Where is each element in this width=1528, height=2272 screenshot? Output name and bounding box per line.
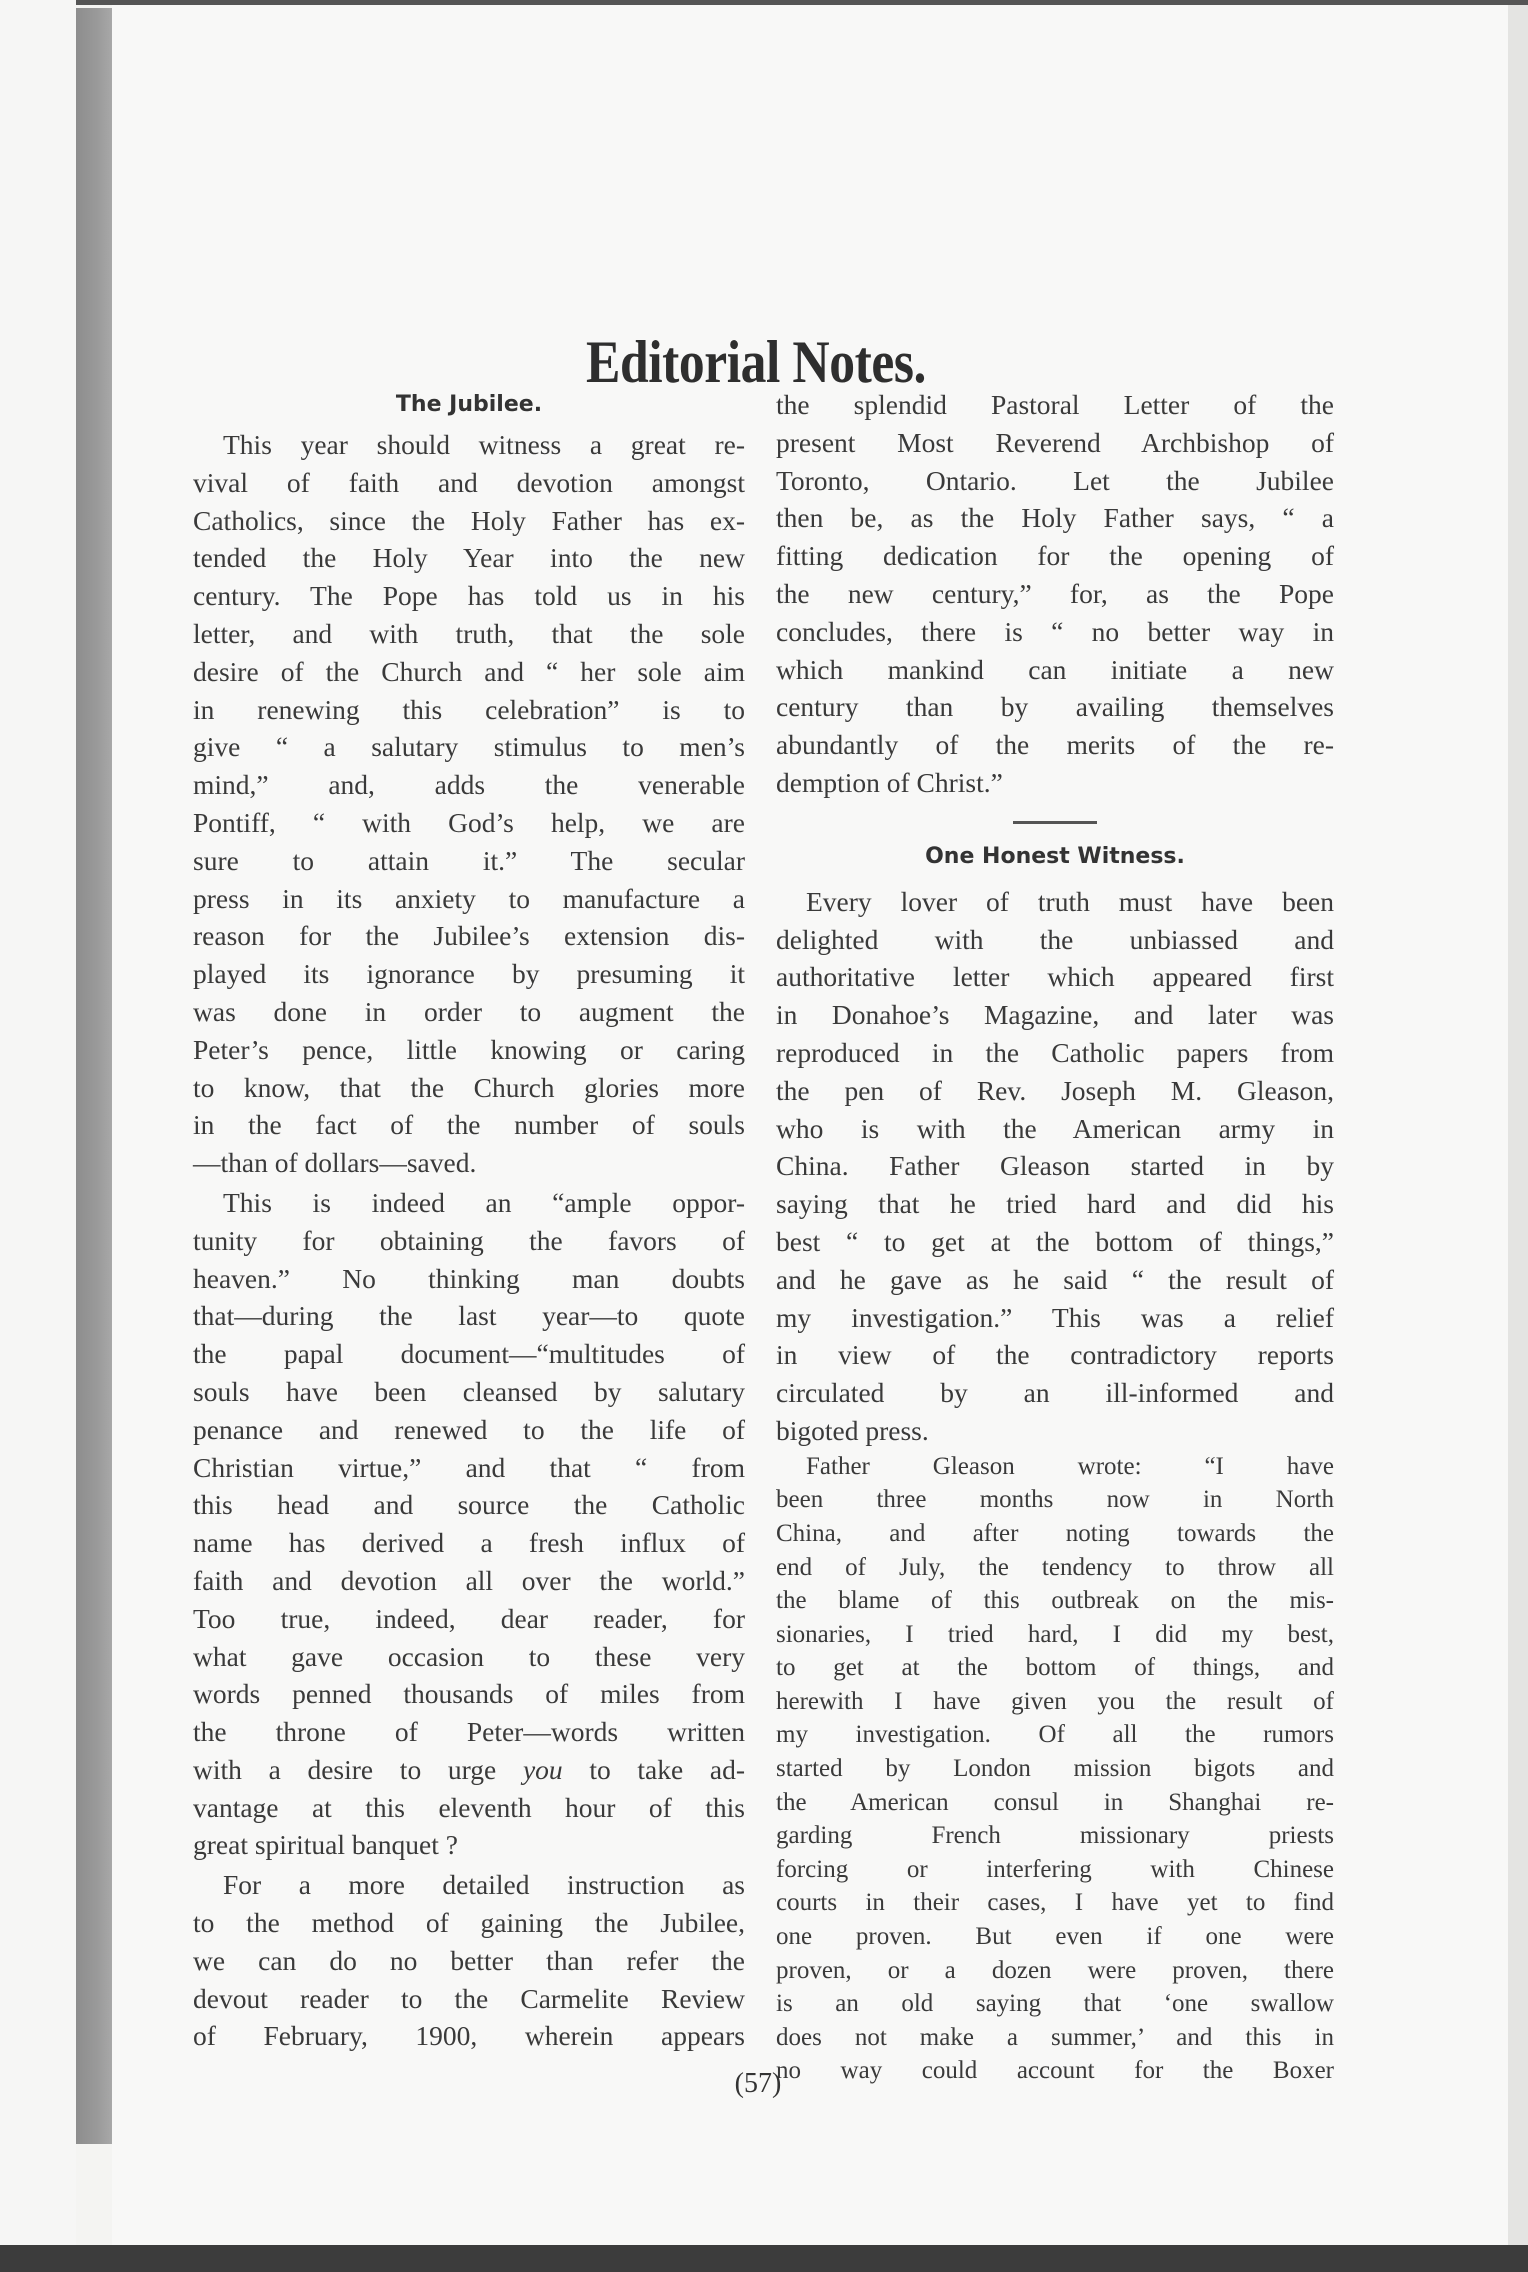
text-line: Pontiff, “ with God’s help, we are (193, 806, 745, 838)
text-line: circulated by an ill-informed and (776, 1377, 1334, 1409)
text-line: then be, as the Holy Father says, “ a (776, 502, 1334, 534)
text-line: was done in order to augment the (193, 995, 745, 1027)
text-line: end of July, the tendency to throw all (776, 1553, 1334, 1581)
text-line: is an old saying that ‘one swallow (776, 1990, 1334, 2018)
text-line: faith and devotion all over the world.” (193, 1564, 745, 1596)
text-line: mind,” and, adds the venerable (193, 769, 745, 801)
paragraph (776, 883, 1334, 1450)
text-line: no way could account for the Boxer (776, 2057, 1334, 2085)
text-line: concludes, there is “ no better way in (776, 615, 1334, 647)
text-line: the splendid Pastoral Letter of the (776, 389, 1334, 420)
text-line: to get at the bottom of things, and (776, 1654, 1334, 1682)
text-line: Peter’s pence, little knowing or caring (193, 1033, 745, 1065)
text-line: best “ to get at the bottom of things,” (776, 1225, 1334, 1257)
text-line: demption of Christ.” (776, 766, 1003, 798)
text-line: give “ a salutary stimulus to men’s (193, 731, 745, 763)
scan-bottom-edge (0, 2245, 1528, 2272)
text-line: forcing or interfering with Chinese (776, 1855, 1334, 1883)
text-line: which mankind can initiate a new (776, 653, 1334, 685)
text-line: name has derived a fresh influx of (193, 1527, 745, 1559)
text-line: tunity for obtaining the favors of (193, 1224, 745, 1256)
text-line: vantage at this eleventh hour of this (193, 1791, 745, 1823)
text-line: the throne of Peter—words written (193, 1716, 745, 1748)
text-line: devout reader to the Carmelite Review (193, 1982, 745, 2014)
text-line: This year should witness a great re- (223, 429, 745, 460)
text-line: one proven. But even if one were (776, 1923, 1334, 1951)
text-line: vival of faith and devotion amongst (193, 466, 745, 498)
scan-top-edge (76, 0, 1528, 5)
text-line: Too true, indeed, dear reader, for (193, 1602, 745, 1634)
text-line: to the method of gaining the Jubilee, (193, 1907, 745, 1939)
italic-emphasis: you (522, 1753, 563, 1785)
text-line: great spiritual banquet ? (193, 1829, 458, 1861)
text-line: souls have been cleansed by salutary (193, 1375, 745, 1407)
text-line: desire of the Church and “ her sole aim (193, 655, 745, 687)
text-line: courts in their cases, I have yet to find (776, 1889, 1334, 1917)
quoted-paragraph (776, 1450, 1334, 2088)
paragraph (193, 1866, 745, 2055)
text-line: proven, or a dozen were proven, there (776, 1956, 1334, 1984)
text-line: century. The Pope has told us in his (193, 580, 745, 612)
text-line: China, and after noting towards the (776, 1519, 1334, 1547)
text-line: the pen of Rev. Joseph M. Gleason, (776, 1074, 1334, 1106)
section-divider (1013, 821, 1097, 824)
text-line: words penned thousands of miles from (193, 1678, 745, 1710)
text-line: of February, 1900, wherein appears (193, 2020, 745, 2052)
right-column (776, 386, 1334, 2088)
text-line: and he gave as he said “ the result of (776, 1263, 1334, 1295)
text-line: penance and renewed to the life of (193, 1413, 745, 1445)
text-line: Father Gleason wrote: “I have (806, 1452, 1334, 1480)
text-line: press in its anxiety to manufacture a (193, 882, 745, 914)
paragraph (776, 386, 1334, 802)
text-line: played its ignorance by presuming it (193, 958, 745, 990)
text-line: Every lover of truth must have been (806, 885, 1334, 917)
page-right-edge (1508, 5, 1528, 2245)
text-line: we can do no better than refer the (193, 1944, 745, 1976)
scan-left-margin (0, 0, 76, 2272)
page-number: (57) (734, 2068, 782, 2099)
text-line: China. Father Gleason started in by (776, 1150, 1334, 1182)
text-line: the blame of this outbreak on the mis- (776, 1587, 1334, 1615)
text-line: the American consul in Shanghai re- (776, 1788, 1334, 1816)
text-line: —than of dollars—saved. (193, 1147, 477, 1179)
text-line: who is with the American army in (776, 1112, 1334, 1144)
text-line: Toronto, Ontario. Let the Jubilee (776, 464, 1334, 496)
text-line: sure to attain it.” The secular (193, 844, 745, 876)
text-line: that—during the last year—to quote (193, 1300, 745, 1332)
text-line: this head and source the Catholic (193, 1489, 745, 1521)
text-line: my investigation.” This was a relief (776, 1301, 1334, 1333)
text-line: abundantly of the merits of the re- (776, 729, 1334, 761)
paragraph (193, 426, 745, 1182)
text-line: delighted with the unbiassed and (776, 923, 1334, 955)
text-line: in the fact of the number of souls (193, 1109, 745, 1141)
text-line: reproduced in the Catholic papers from (776, 1036, 1334, 1068)
text-line: in Donahoe’s Magazine, and later was (776, 999, 1334, 1031)
text-line: garding French missionary priests (776, 1822, 1334, 1850)
text-line: century than by availing themselves (776, 691, 1334, 723)
text-line: tended the Holy Year into the new (193, 542, 745, 574)
text-line: the papal document—“multitudes of (193, 1338, 745, 1370)
text-segment: with a desire to urge (193, 1753, 523, 1785)
text-line: started by London mission bigots and (776, 1755, 1334, 1783)
text-line: letter, and with truth, that the sole (193, 617, 745, 649)
text-line: heaven.” No thinking man doubts (193, 1262, 745, 1294)
text-segment: to take ad- (562, 1753, 746, 1785)
text-line: authoritative letter which appeared first (776, 961, 1334, 993)
text-line: my investigation. Of all the rumors (776, 1721, 1334, 1749)
text-line: in renewing this celebration” is to (193, 693, 745, 725)
section-heading: One Honest Witness. (925, 843, 1185, 869)
book-binding-shadow (76, 8, 112, 2144)
text-line: sionaries, I tried hard, I did my best, (776, 1620, 1334, 1648)
paragraph (193, 1184, 745, 1864)
text-line: to know, that the Church glories more (193, 1071, 745, 1103)
text-line: reason for the Jubilee’s extension dis- (193, 920, 745, 952)
text-line: fitting dedication for the opening of (776, 540, 1334, 572)
text-line: herewith I have given you the result of (776, 1687, 1334, 1715)
text-line: This is indeed an “ample oppor- (223, 1186, 745, 1218)
text-line: the new century,” for, as the Pope (776, 577, 1334, 609)
left-column (193, 386, 745, 2055)
text-line: does not make a summer,’ and this in (776, 2023, 1334, 2051)
text-line: For a more detailed instruction as (223, 1869, 745, 1901)
text-line: Catholics, since the Holy Father has ex- (193, 504, 745, 536)
text-line: what gave occasion to these very (193, 1640, 745, 1672)
text-line: in view of the contradictory reports (776, 1339, 1334, 1371)
page-title: Editorial Notes. (586, 329, 926, 396)
text-line: bigoted press. (776, 1414, 929, 1446)
text-line: been three months now in North (776, 1486, 1334, 1514)
text-line (193, 1751, 745, 1789)
text-line: present Most Reverend Archbishop of (776, 426, 1334, 458)
text-line: Christian virtue,” and that “ from (193, 1451, 745, 1483)
text-line: saying that he tried hard and did his (776, 1188, 1334, 1220)
section-heading: The Jubilee. (395, 392, 543, 417)
